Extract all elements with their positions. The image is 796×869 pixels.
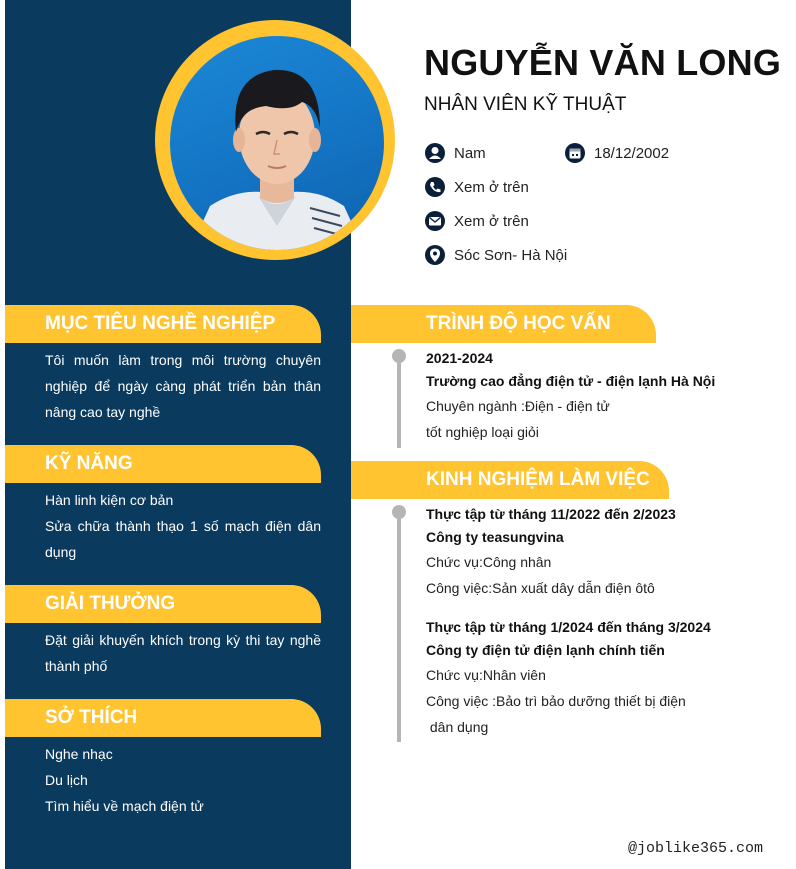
education-period: 2021-2024 [426, 350, 493, 366]
job-role: Chức vụ:Công nhân [426, 554, 552, 570]
hobby-item: Nghe nhạc [45, 746, 113, 762]
gender-text: Nam [454, 144, 486, 162]
hobbies-list [45, 741, 321, 819]
awards-text: Đặt giải khuyến khích trong kỳ thi tay nghề thành phố [45, 632, 321, 674]
timeline-dot [392, 349, 406, 363]
phone-text: Xem ở trên [454, 178, 529, 196]
education-result: tốt nghiệp loại giỏi [426, 424, 539, 440]
education-timeline [397, 356, 401, 448]
hobbies-heading: SỞ THÍCH [5, 699, 321, 737]
phone-icon [424, 176, 446, 198]
awards-heading: GIẢI THƯỞNG [5, 585, 321, 623]
career-goal-heading: MỤC TIÊU NGHỀ NGHIỆP [5, 305, 321, 343]
phone-row [424, 176, 529, 198]
education-school: Trường cao đẳng điện tử - điện lạnh Hà Nội [426, 373, 716, 389]
gender-row [424, 142, 486, 164]
experience-timeline [397, 512, 401, 742]
location-icon [424, 244, 446, 266]
skills-heading: KỸ NĂNG [5, 445, 321, 483]
hobby-item: Du lịch [45, 772, 88, 788]
skill-item: Sửa chữa thành thạo 1 số mạch điện dân dụng [45, 518, 321, 560]
job-title: NHÂN VIÊN KỸ THUẬT [424, 94, 627, 115]
person-icon [424, 142, 446, 164]
dob-row [564, 142, 669, 164]
calendar-icon [564, 142, 586, 164]
job-period: Thực tập từ tháng 11/2022 đến 2/2023 [426, 506, 676, 522]
job-company: Công ty điện tử điện lạnh chính tiến [426, 642, 665, 658]
job-task: Công việc:Sản xuất dây dẫn điện ôtô [426, 580, 655, 596]
hobby-item: Tìm hiểu về mạch điện tử [45, 798, 204, 814]
job-role: Chức vụ:Nhân viên [426, 667, 546, 683]
watermark: @joblike365.com [628, 840, 764, 857]
address-row [424, 244, 567, 266]
job-task: Công việc :Bảo trì bảo dưỡng thiết bị điện [426, 693, 686, 709]
education-major: Chuyên ngành :Điện - điện tử [426, 398, 610, 414]
address-text: Sóc Sơn- Hà Nội [454, 246, 568, 264]
avatar [170, 36, 384, 250]
job-period: Thực tập từ tháng 1/2024 đến tháng 3/2024 [426, 619, 711, 635]
education-heading: TRÌNH ĐỘ HỌC VẤN [351, 305, 656, 343]
skill-item: Hàn linh kiện cơ bản [45, 492, 174, 508]
mail-icon [424, 210, 446, 232]
career-goal-text: Tôi muốn làm trong môi trường chuyên nghiệp để ngày càng phát triển bản thân nâng cao tay nghề [45, 352, 321, 420]
job-company: Công ty teasungvina [426, 529, 564, 545]
email-row [424, 210, 529, 232]
job-task-continued: dân dụng [426, 719, 489, 735]
experience-heading: KINH NGHIỆM LÀM VIỆC [351, 461, 669, 499]
timeline-dot [392, 505, 406, 519]
skills-list [45, 487, 321, 565]
dob-text: 18/12/2002 [594, 144, 670, 162]
candidate-name: NGUYỄN VĂN LONG [424, 42, 782, 83]
email-text: Xem ở trên [454, 212, 529, 230]
